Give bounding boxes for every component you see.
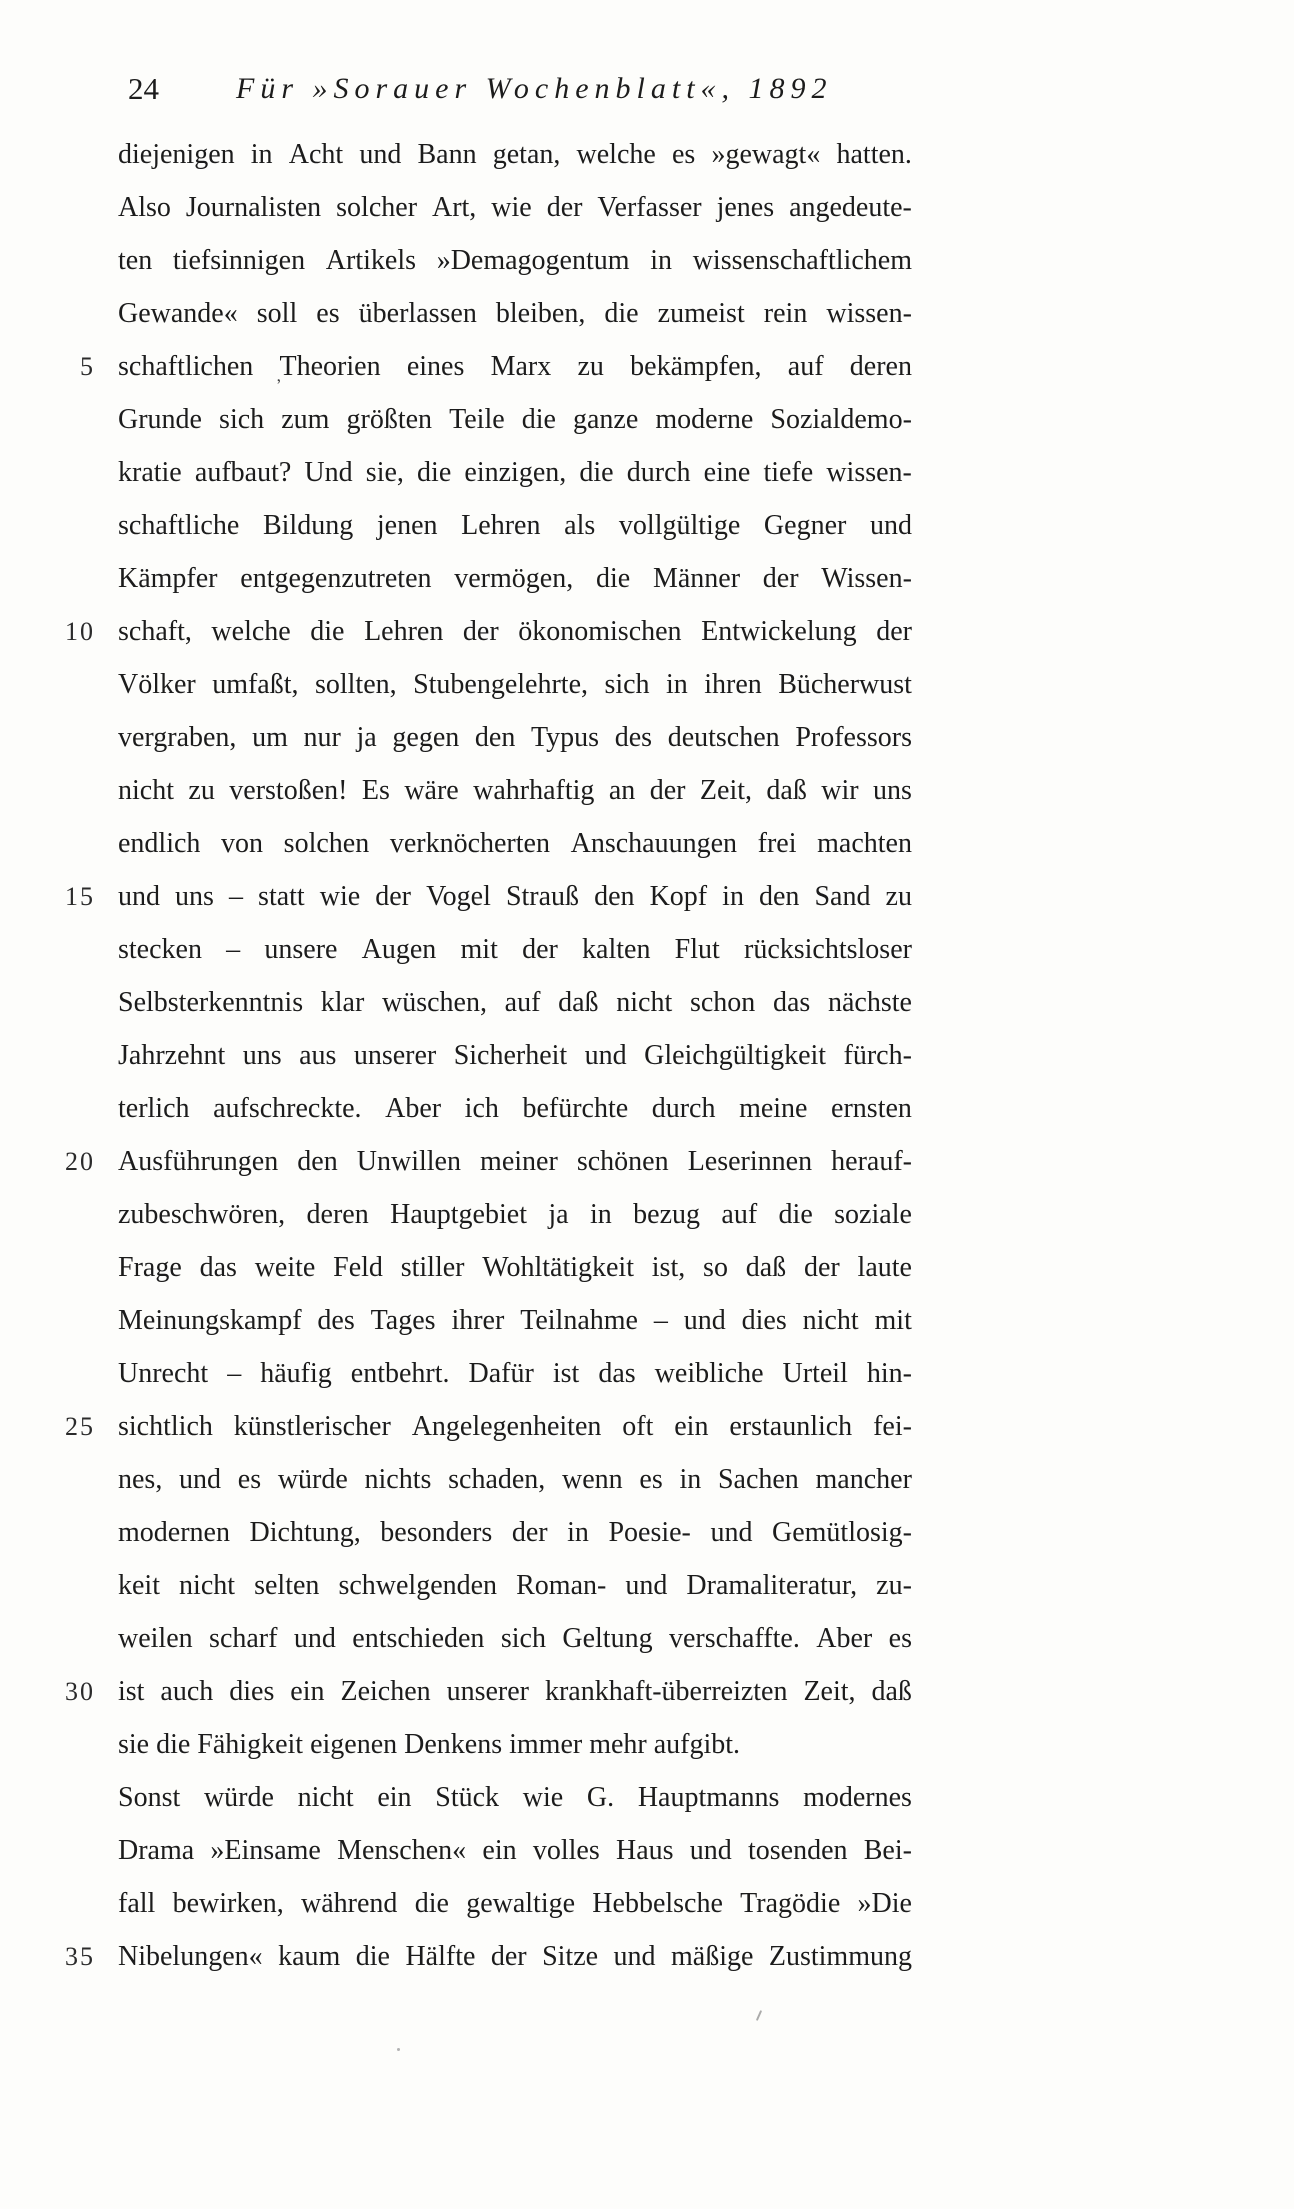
text-line	[0, 393, 912, 446]
text-line	[0, 128, 912, 181]
text-line	[0, 658, 912, 711]
text-line	[0, 1453, 912, 1506]
text-line	[0, 499, 912, 552]
page-number: 24	[128, 71, 159, 106]
line-text: sichtlich künstlerischer Angelegenheiten oft ein erstaunlich fei-	[118, 1411, 912, 1442]
text-line	[0, 605, 912, 658]
text-line	[0, 287, 912, 340]
line-text: vergraben, um nur ja gegen den Typus des deutschen Professors	[118, 722, 912, 753]
running-title: Für »Sorauer Wochenblatt«, 1892	[236, 72, 833, 105]
text-line	[0, 711, 912, 764]
line-text: Kämpfer entgegenzutreten vermögen, die Männer der Wissen-	[118, 563, 912, 594]
line-text: und uns – statt wie der Vogel Strauß den Kopf in den Sand zu	[118, 881, 912, 912]
page-header	[0, 70, 1294, 112]
line-text: Nibelungen« kaum die Hälfte der Sitze und mäßige Zustimmung	[118, 1941, 912, 1972]
text-line	[0, 1771, 912, 1824]
text-line	[0, 1665, 912, 1718]
text-block	[0, 128, 912, 1983]
text-line	[0, 1824, 912, 1877]
scan-artifact-dot	[397, 2048, 400, 2051]
text-line	[0, 1930, 912, 1983]
line-number: 10	[65, 617, 95, 646]
line-text: kratie aufbaut? Und sie, die einzigen, die durch eine tiefe wissen-	[118, 457, 912, 488]
line-text: nicht zu verstoßen! Es wäre wahrhaftig an der Zeit, daß wir uns	[118, 775, 912, 806]
line-text: modernen Dichtung, besonders der in Poesie- und Gemütlosig-	[118, 1517, 912, 1548]
line-text: zubeschwören, deren Hauptgebiet ja in bezug auf die soziale	[118, 1199, 912, 1230]
line-text: schaft, welche die Lehren der ökonomischen Entwickelung der	[118, 616, 912, 647]
line-text: terlich aufschreckte. Aber ich befürchte durch meine ernsten	[118, 1093, 912, 1124]
line-text: endlich von solchen verknöcherten Anschauungen frei machten	[118, 828, 912, 859]
text-line	[0, 1294, 912, 1347]
text-line	[0, 552, 912, 605]
line-text: stecken – unsere Augen mit der kalten Flut rücksichtsloser	[118, 934, 912, 965]
line-text: Völker umfaßt, sollten, Stubengelehrte, sich in ihren Bücherwust	[118, 669, 912, 700]
line-number: 35	[65, 1942, 95, 1971]
text-line	[0, 1188, 912, 1241]
line-text: Meinungskampf des Tages ihrer Teilnahme – und dies nicht mit	[118, 1305, 912, 1336]
text-line	[0, 1400, 912, 1453]
line-text: Gewande« soll es überlassen bleiben, die zumeist rein wissen-	[118, 298, 912, 329]
text-line	[0, 1877, 912, 1930]
text-line	[0, 817, 912, 870]
line-text: nes, und es würde nichts schaden, wenn es in Sachen mancher	[118, 1464, 912, 1495]
line-text: Ausführungen den Unwillen meiner schönen Leserinnen herauf-	[118, 1146, 912, 1177]
line-text: Also Journalisten solcher Art, wie der Verfasser jenes angedeute-	[118, 192, 912, 223]
text-line	[0, 234, 912, 287]
text-line	[0, 923, 912, 976]
text-line	[0, 1347, 912, 1400]
line-text: Frage das weite Feld stiller Wohltätigkeit ist, so daß der laute	[118, 1252, 912, 1283]
line-text: Selbsterkenntnis klar wüschen, auf daß nicht schon das nächste	[118, 987, 912, 1018]
text-line	[0, 1612, 912, 1665]
line-number: 5	[80, 352, 95, 381]
scan-artifact-comma: ,	[274, 365, 282, 386]
line-text: Drama »Einsame Menschen« ein volles Haus und tosenden Bei-	[118, 1835, 912, 1866]
text-line	[0, 340, 912, 393]
text-line	[0, 764, 912, 817]
text-line	[0, 1506, 912, 1559]
line-text: Jahrzehnt uns aus unserer Sicherheit und Gleichgültigkeit fürch-	[118, 1040, 912, 1071]
line-text: schaftliche Bildung jenen Lehren als vollgültige Gegner und	[118, 510, 912, 541]
line-text: ist auch dies ein Zeichen unserer krankhaft-überreizten Zeit, daß	[118, 1676, 912, 1707]
text-line	[0, 1029, 912, 1082]
text-line	[0, 181, 912, 234]
text-line	[0, 1135, 912, 1188]
text-line	[0, 1718, 912, 1771]
line-number: 30	[65, 1677, 95, 1706]
line-text: diejenigen in Acht und Bann getan, welche es »gewagt« hatten.	[118, 139, 912, 170]
text-line	[0, 976, 912, 1029]
line-text: fall bewirken, während die gewaltige Hebbelsche Tragödie »Die	[118, 1888, 912, 1919]
line-text: Sonst würde nicht ein Stück wie G. Hauptmanns modernes	[118, 1782, 912, 1813]
line-text: weilen scharf und entschieden sich Geltung verschaffte. Aber es	[118, 1623, 912, 1654]
line-text: Grunde sich zum größten Teile die ganze moderne Sozialdemo-	[118, 404, 912, 435]
text-line	[0, 446, 912, 499]
line-number: 15	[65, 882, 95, 911]
line-number: 25	[65, 1412, 95, 1441]
text-line	[0, 1559, 912, 1612]
scan-artifact-tick	[756, 2010, 762, 2021]
text-line	[0, 870, 912, 923]
line-text: Unrecht – häufig entbehrt. Dafür ist das weibliche Urteil hin-	[118, 1358, 912, 1389]
line-text: keit nicht selten schwelgenden Roman- und Dramaliteratur, zu-	[118, 1570, 912, 1601]
text-line	[0, 1241, 912, 1294]
line-text: sie die Fähigkeit eigenen Denkens immer mehr aufgibt.	[118, 1729, 741, 1760]
text-line	[0, 1082, 912, 1135]
line-text: schaftlichen Theorien eines Marx zu bekämpfen, auf deren	[118, 351, 912, 382]
line-number: 20	[65, 1147, 95, 1176]
line-text: ten tiefsinnigen Artikels »Demagogentum in wissenschaftlichem	[118, 245, 912, 276]
